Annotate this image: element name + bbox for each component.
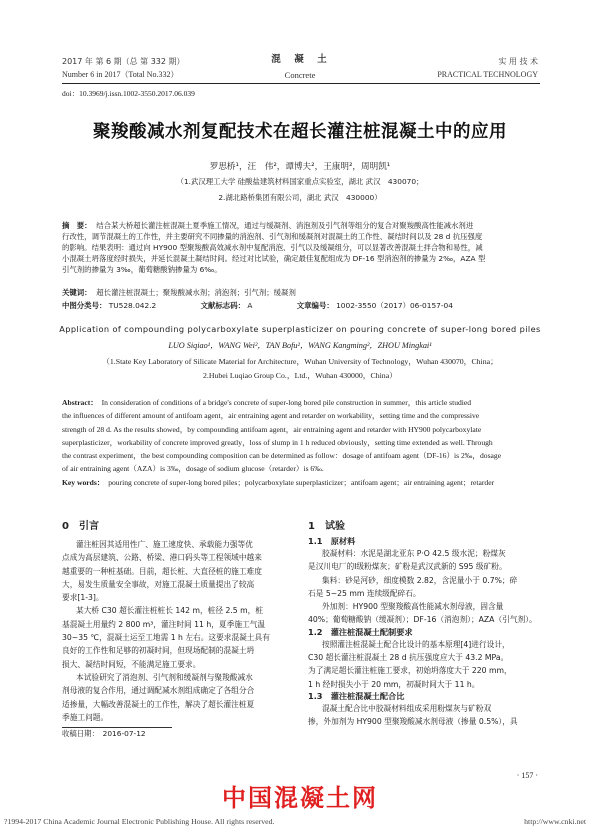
article-no-value: 1002-3550（2017）06-0157-04 [336,301,453,310]
copyright-notice: ?1994-2017 China Academic Journal Electronic Publishing House. All rights reserved. [4,817,275,826]
text-line: 本试验研究了消泡剂、引气剂和缓凝剂与聚羧酸减水 [76,672,253,682]
text-line: 为了满足超长灌注桩施工要求，初始坍落度大于 220 mm， [308,666,512,676]
abstract-en-line: the contrast experiment，the best compounding composition can be determined as follow：dosage of antifoam agent（DF-16）is 2‰，dosage [62,451,502,461]
affiliation-en-2: 2.Hubei Luqiao Group Co.，Ltd.，Wuhan 430000，China） [203,371,397,380]
page-number: · 157 · [516,771,538,780]
abstract-en-line: the influences of different amount of antifoam agent，air entraining agent and retarder on workability，setting time and the compressive [62,411,480,421]
journal-name-cn: 混 凝 土 [271,54,329,65]
watermark-logo: 中国混凝土网 [222,784,378,812]
text-line: 点成为高层建筑、公路、桥梁、港口码头等工程领域中越来 [62,553,262,563]
text-line: 外加剂：HY900 型聚羧酸高性能减水剂母液，固含量 [322,602,504,612]
abstract-cn-line: 行改性，调节混凝土的工作性，并主要研究不同掺量的消泡剂、引气剂和缓凝剂对混凝土的工作性、凝结时间以及 28 d 抗压强度 [62,232,483,241]
doi: doi：10.3969/j.issn.1002-3550.2017.06.039 [62,89,195,98]
title-en: Application of compounding polycarboxylate superplasticizer on pouring concrete of super-long bored piles [59,324,541,334]
abstract-cn-line: 引气剂的掺量为 3‰，葡萄糖酸钠掺量为 6‰。 [62,265,222,274]
abstract-cn-label: 摘 要： [62,221,92,230]
text-line: 混凝土配合比中胶凝材料组成采用粉煤灰与矿粉双 [322,703,492,713]
text-line: 适掺量，大幅改善混凝土的工作性，解决了超长灌注桩夏 [62,699,255,709]
materials-paragraph-1 [308,547,540,600]
text-line: 剂母液的复合作用，通过调配减水剂组成确定了各组分合 [62,686,255,696]
keywords-cn [62,287,296,298]
keywords-en-text: pouring concrete of super-long bored piles；polycarboxylate superplasticizer；antifoam agent；air entraining agent；retarder [108,477,495,487]
requirements-paragraph [308,638,540,691]
column-name-cn: 实 用 技 术 [498,57,538,66]
abstract-en-line: of air entraining agent（AZA）is 3‰，dosage of sodium glucose（retarder）is 6‰. [62,464,324,474]
left-column [62,517,294,739]
text-line: 40%；葡萄糖酸钠（缓凝剂）；DF-16（消泡剂）；AZA（引气剂）。 [308,615,537,625]
abstract-cn-line: 小混凝土坍落度经时损失，并延长混凝土凝结时间。经过对比试验，确定最佳复配组成为 DF-16 型消泡剂的掺量为 2‰，AZA 型 [62,254,486,263]
text-line: 某大桥 C30 超长灌注桩桩长 142 m，桩径 2.5 m，桩 [76,606,264,616]
text-line: 掺，外加剂为 HY900 型聚羧酸减水剂母液（掺量 0.5%），具 [308,717,518,727]
column-name-en: PRACTICAL TECHNOLOGY [437,70,538,79]
subsection-requirements: 1.2 灌注桩混凝土配制要求 [308,626,413,637]
cnki-link[interactable]: http://www.cnki.net [524,817,586,826]
clc-label: 中图分类号： [62,301,107,310]
text-line: 季施工问题。 [62,712,109,722]
keywords-en-label: Key words： [62,477,105,487]
clc-value: TU528.042.2 [108,301,157,310]
doc-code-value: A [247,301,253,310]
text-line: 是汉川电厂的Ⅰ级粉煤灰；矿粉是武汉武新的 S95 级矿粉。 [308,562,507,572]
intro-paragraph-3 [62,671,294,724]
mix-proportion-paragraph [308,702,540,729]
abstract-cn [62,220,540,275]
materials-paragraph-2 [308,600,540,627]
text-line: 越重要的一种桩基础。目前，超长桩、大直径桩的施工难度 [62,566,262,576]
text-line: C30 超长灌注桩混凝土 28 d 抗压强度应大于 43.2 MPa。 [308,653,509,663]
journal-issue-en: Number 6 in 2017（Total No.332） [62,70,179,79]
intro-paragraph-1 [62,538,294,604]
affiliation-cn-2: 2.湖北路桥集团有限公司，湖北 武汉 430000） [218,193,382,202]
subsection-materials: 1.1 原材料 [308,536,356,546]
text-line: 大，易发生质量安全事故，对施工混凝土质量提出了较高 [62,579,255,589]
abstract-cn-line: 结合某大桥超长灌注桩混凝土夏季施工情况，通过与缓凝剂、消泡剂及引气剂等组分的复合对聚羧酸高性能减水剂进 [96,221,474,230]
abstract-cn-line: 的影响。结果表明：通过向 HY900 型聚羧酸高效减水剂中复配消泡、引气以及缓凝组分，可以显著改善混凝土拌合物和易性，减 [62,243,483,252]
journal-name-en: Concrete [284,70,316,80]
text-line: 集料：砂是河砂，细度模数 2.82，含泥量小于 0.7%；碎 [322,575,518,585]
doc-code-label: 文献标志码： [200,301,245,310]
section-heading-experiment: 1 试验 [308,521,345,532]
paper-title: 聚羧酸减水剂复配技术在超长灌注桩混凝土中的应用 [93,122,507,142]
authors-cn: 罗思桥¹，汪 伟²，谭博夫²，王康明²，周明凯¹ [209,162,391,172]
abstract-en-line: strength of 28 d. As the results showed，by compounding antifoam agent，air entraining agent and retarder with HY900 polycarboxylate [62,424,482,434]
abstract-en-line: superplasticizer，workability of concrete improved greatly，loss of slump in 1 h reduced obviously，setting time extended as well. Through [62,437,493,447]
text-line: 30~35 ℃，混凝土运至工地需 1 h 左右。这要求混凝土具有 [62,633,270,643]
text-line: 灌注桩因其适用性广、施工速度快、承载能力强等优 [76,540,253,549]
text-line: 胶凝材料：水泥是湖北亚东 P·O 42.5 级水泥；粉煤灰 [322,549,506,558]
text-line: 按照灌注桩混凝土配合比设计的基本原理[4]进行设计， [322,639,510,649]
abstract-en-line: In consideration of conditions of a bridge's concrete of super-long bored pile construction in summer，this article studied [101,398,472,407]
affiliation-en-1: （1.State Key Laboratory of Silicate Material for Architecture，Wuhan University of Technology，Wuhan 430070，China； [102,357,498,366]
intro-paragraph-2 [62,604,294,670]
authors-en: LUO Siqiao¹，WANG Wei²，TAN Bofu²，WANG Kangming²，ZHOU Mingkai¹ [168,341,432,350]
abstract-en [62,396,540,489]
affiliation-cn-1: （1.武汉理工大学 硅酸盐建筑材料国家重点实验室，湖北 武汉 430070； [176,177,424,186]
section-heading-introduction: 0 引言 [62,521,99,532]
text-line: 1 h 经时损失小于 20 mm，初凝时间大于 11 h。 [308,679,480,689]
header-rule [62,83,540,84]
keywords-cn-text: 超长灌注桩混凝土；聚羧酸减水剂；消泡剂；引气剂；缓凝剂 [96,288,296,297]
text-line: 基混凝土用量约 2 800 m³，灌注时间 11 h，夏季施工气温 [62,619,266,629]
journal-issue-cn: 2017 年 第 6 期（总 第 332 期） [62,57,185,66]
text-line: 要求[1-3]。 [62,593,104,603]
text-line: 石是 5~25 mm 连续级配碎石。 [308,588,421,598]
received-date: 收稿日期： 2016-07-12 [62,729,146,739]
text-line: 损大、凝结时间短，不能满足施工要求。 [62,659,201,669]
subsection-mix-proportion: 1.3 灌注桩混凝土配合比 [308,690,405,701]
article-no-label: 文章编号： [296,301,334,310]
keywords-cn-label: 关键词： [62,288,92,297]
classification-cn [62,300,540,311]
abstract-en-label: Abstract： [62,398,98,407]
right-column [308,517,540,729]
text-line: 良好的工作性和足够的初凝时间，但现场配制的混凝土坍 [62,646,255,656]
